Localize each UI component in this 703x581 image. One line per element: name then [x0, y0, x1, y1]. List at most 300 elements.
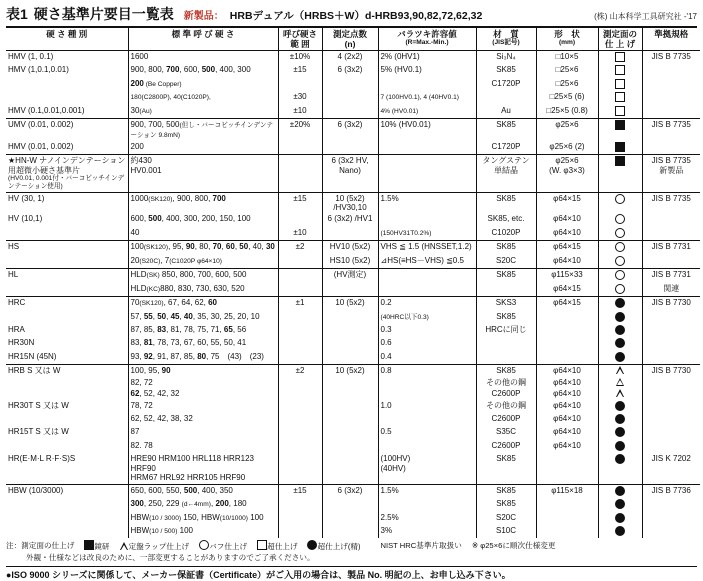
cell-jis-standard	[642, 512, 700, 525]
cell-range: ±15	[278, 192, 322, 213]
cell-points	[322, 141, 378, 155]
cell-standard-hardness: 57, 55, 50, 45, 40, 35, 30, 25, 20, 10	[128, 311, 278, 324]
cell-jis-standard	[642, 227, 700, 241]
table-row	[6, 413, 700, 426]
cell-variation	[378, 440, 476, 453]
cell-material: その他の鋼	[476, 400, 536, 413]
cell-range	[278, 388, 322, 399]
cell-shape: φ64×10	[536, 255, 598, 269]
cell-variation: 0.5	[378, 426, 476, 439]
circle-filled-mark-icon	[615, 338, 625, 348]
cell-range	[278, 440, 322, 453]
footnotes	[6, 540, 697, 581]
revision-note: 外観・仕様などは改良のために、一部変更することがありますのでご了承ください。	[26, 552, 315, 562]
cell-range: ±30	[278, 91, 322, 104]
col-header-variation-l1: バラツキ許容値	[397, 29, 457, 39]
hardness-type-label: HV (30, 1)	[8, 193, 45, 203]
cell-material	[476, 351, 536, 365]
col-header-finish-l1: 測定面の	[602, 29, 637, 39]
cell-jis-standard	[642, 311, 700, 324]
cell-finish	[598, 119, 642, 141]
hardness-type-label: HR30T S 又は W	[8, 400, 69, 410]
cell-finish	[598, 213, 642, 226]
cell-range	[278, 400, 322, 413]
cell-jis-standard: 関連	[642, 283, 700, 297]
cell-hardness-type	[6, 192, 128, 213]
cell-material: SK85	[476, 269, 536, 283]
square-outline-mark-icon	[615, 65, 625, 75]
cell-variation: 0.8	[378, 365, 476, 377]
cell-jis-standard: JIS B 7730	[642, 297, 700, 311]
cell-jis-standard: JIS B 7730	[642, 365, 700, 377]
cell-jis-standard	[642, 213, 700, 226]
col-header-shape-l2: (mm)	[558, 39, 576, 47]
cell-finish	[598, 64, 642, 77]
cell-hardness-type	[6, 311, 128, 324]
cell-finish	[598, 155, 642, 192]
cell-shape: φ64×10	[536, 413, 598, 426]
cell-hardness-type	[6, 440, 128, 453]
table-row	[6, 484, 700, 498]
cell-variation: (40HRC以下0.3)	[378, 311, 476, 324]
table-row	[6, 155, 700, 192]
table-row	[6, 119, 700, 141]
cell-finish	[598, 227, 642, 241]
triangle-mark-icon	[616, 378, 625, 386]
cell-jis-standard	[642, 324, 700, 337]
cell-hardness-type	[6, 241, 128, 255]
cell-finish	[598, 91, 642, 104]
cell-shape	[536, 498, 598, 511]
hardness-type-label: HS	[8, 242, 20, 252]
cell-material	[476, 91, 536, 104]
table-row	[6, 213, 700, 226]
cell-finish	[598, 400, 642, 413]
circle-outline-mark-icon	[615, 256, 625, 266]
cell-finish	[598, 337, 642, 350]
cell-standard-hardness: 30(Au)	[128, 105, 278, 119]
cell-standard-hardness: 1000(SK120), 900, 800, 700	[128, 192, 278, 213]
cell-range	[278, 413, 322, 426]
col-header-name: 硬 さ 種 別	[46, 29, 88, 39]
cell-variation: 1.5%	[378, 192, 476, 213]
col-header-range-l2: 範 囲	[290, 39, 310, 50]
cell-variation: 0.6	[378, 337, 476, 350]
cell-standard-hardness: HBW(10 / 3000) 150, HBW(10/1000) 100	[128, 512, 278, 525]
footer-rule	[6, 566, 697, 567]
cell-jis-standard	[642, 525, 700, 538]
square-filled-mark-icon	[615, 156, 625, 166]
cell-range	[278, 324, 322, 337]
cell-range	[278, 351, 322, 365]
table-row	[6, 388, 700, 399]
cell-range	[278, 155, 322, 192]
cell-range	[278, 255, 322, 269]
circle-outline-mark-icon	[199, 540, 209, 550]
cell-material: C1720P	[476, 78, 536, 91]
cell-variation	[378, 213, 476, 226]
circle-filled-mark-icon	[615, 312, 625, 322]
table-number: 表1	[6, 6, 28, 22]
cell-shape: □25×5 (0.8)	[536, 105, 598, 119]
cell-material: C2600P	[476, 388, 536, 399]
cell-shape: □25×6	[536, 78, 598, 91]
cell-range	[278, 512, 322, 525]
cell-finish	[598, 311, 642, 324]
cell-points	[322, 453, 378, 484]
cell-range: ±10	[278, 105, 322, 119]
table-row	[6, 453, 700, 484]
cell-material: HRCに同じ	[476, 324, 536, 337]
col-header-finish-l2: 仕 上 げ	[604, 39, 636, 50]
cell-standard-hardness: 1600	[128, 51, 278, 65]
col-header-points-l1: 測定点数	[332, 29, 367, 39]
new-product-text: HRBデュアル（HRBS＋W）d-HRB93,90,82,72,62,32	[229, 10, 483, 22]
table-row	[6, 311, 700, 324]
cell-standard-hardness: 200	[128, 141, 278, 155]
col-header-points	[322, 28, 378, 51]
cell-points	[322, 388, 378, 399]
legend-item-label: 鏡研	[94, 542, 110, 552]
cell-material: S20C	[476, 512, 536, 525]
cell-shape: φ64×10	[536, 377, 598, 388]
cell-finish	[598, 440, 642, 453]
page-header	[6, 4, 697, 24]
table-row	[6, 512, 700, 525]
cell-material: Si₃N₄	[476, 51, 536, 65]
hardness-type-label: HN-W ナノインデンテーション用超微小硬さ基準片	[8, 156, 126, 175]
cell-standard-hardness: 100(SK120), 95, 90, 80, 70, 60, 50, 40, 30	[128, 241, 278, 255]
cell-material: S35C	[476, 426, 536, 439]
square-filled-mark-icon	[615, 120, 625, 130]
table-header-row	[6, 28, 700, 51]
cell-variation: 0.4	[378, 351, 476, 365]
circle-filled-mark-icon	[615, 414, 625, 424]
cell-variation	[378, 388, 476, 399]
cell-standard-hardness: 300, 250, 229 (d←4mm), 200, 180	[128, 498, 278, 511]
cell-standard-hardness: 900, 800, 700, 600, 500, 400, 300	[128, 64, 278, 77]
cell-points: 6 (3x2)	[322, 119, 378, 141]
col-header-standard: 標 準 呼 び 硬 さ	[128, 28, 278, 51]
cell-hardness-type	[6, 269, 128, 283]
cell-points	[322, 311, 378, 324]
cell-shape: φ64×10	[536, 440, 598, 453]
table-row	[6, 105, 700, 119]
cell-standard-hardness: 82, 72	[128, 377, 278, 388]
cell-standard-hardness: 650, 600, 550, 500, 400, 350	[128, 484, 278, 498]
cell-jis-standard	[642, 64, 700, 77]
cell-shape: φ64×15	[536, 297, 598, 311]
col-header-material-l1: 材 質	[493, 29, 519, 39]
cell-points	[322, 227, 378, 241]
col-header-material-l2: (JIS記号)	[492, 39, 520, 47]
cell-points: 6 (3x2)	[322, 484, 378, 498]
cell-points: (HV測定)	[322, 269, 378, 283]
col-header-range-l1: 呼び硬さ	[282, 29, 317, 39]
company-name: (株) 山本科学工具研究社 -'17	[594, 12, 697, 21]
cell-range	[278, 525, 322, 538]
cell-shape: φ115×33	[536, 269, 598, 283]
cell-finish	[598, 498, 642, 511]
cell-hardness-type	[6, 283, 128, 297]
cell-jis-standard	[642, 388, 700, 399]
cell-range	[278, 311, 322, 324]
cell-range: ±10	[278, 227, 322, 241]
circle-outline-mark-icon	[615, 242, 625, 252]
cell-hardness-type	[6, 227, 128, 241]
table-row	[6, 498, 700, 511]
cell-jis-standard	[642, 141, 700, 155]
square-outline-mark-icon	[615, 92, 625, 102]
cell-shape: φ64×10	[536, 227, 598, 241]
cell-standard-hardness: 62, 52, 42, 32	[128, 388, 278, 399]
table-row	[6, 351, 700, 365]
cell-hardness-type	[6, 213, 128, 226]
star-icon: ★	[8, 156, 16, 166]
table-row	[6, 365, 700, 377]
hardness-type-label: HR15N (45N)	[8, 351, 57, 361]
cell-points	[322, 512, 378, 525]
cell-jis-standard	[642, 255, 700, 269]
cell-range	[278, 498, 322, 511]
cell-range	[278, 141, 322, 155]
cell-hardness-type	[6, 484, 128, 498]
triangle-mark-icon	[120, 542, 129, 550]
cell-jis-standard: JIS B 7731	[642, 241, 700, 255]
cell-points: 4 (2x2)	[322, 51, 378, 65]
circle-filled-mark-icon	[615, 427, 625, 437]
cell-standard-hardness: 100, 95, 90	[128, 365, 278, 377]
cell-material: SK85	[476, 498, 536, 511]
col-header-range	[278, 28, 322, 51]
cell-shape: φ64×15	[536, 192, 598, 213]
triangle-mark-icon	[616, 389, 625, 397]
cell-variation	[378, 155, 476, 192]
square-filled-mark-icon	[615, 142, 625, 152]
cell-shape: φ64×15	[536, 241, 598, 255]
cell-hardness-type	[6, 413, 128, 426]
cell-standard-hardness: 82. 78	[128, 440, 278, 453]
cell-standard-hardness: 62, 52, 42, 38, 32	[128, 413, 278, 426]
cell-shape: φ25×6 (2)	[536, 141, 598, 155]
jis-substandard: 新製品	[659, 165, 684, 175]
cell-shape: φ115×18	[536, 484, 598, 498]
cell-finish	[598, 484, 642, 498]
cell-finish	[598, 388, 642, 399]
cell-range	[278, 269, 322, 283]
cell-material: タングステン単結晶	[476, 155, 536, 192]
cell-points	[322, 525, 378, 538]
cell-jis-standard	[642, 377, 700, 388]
cell-hardness-type	[6, 78, 128, 91]
table-row	[6, 255, 700, 269]
cell-variation: 5% (HV0.1)	[378, 64, 476, 77]
cell-material: C1720P	[476, 141, 536, 155]
cell-finish	[598, 192, 642, 213]
cell-hardness-type	[6, 51, 128, 65]
circle-filled-mark-icon	[615, 325, 625, 335]
col-header-shape	[536, 28, 598, 51]
hardness-reference-table	[6, 28, 700, 538]
cell-finish	[598, 78, 642, 91]
circle-outline-mark-icon	[615, 270, 625, 280]
cell-variation: 3%	[378, 525, 476, 538]
cell-points	[322, 440, 378, 453]
cell-shape: φ64×10	[536, 400, 598, 413]
cell-points: 6 (3x2)	[322, 64, 378, 77]
cell-finish	[598, 105, 642, 119]
cell-shape: φ25×6 (W. φ3×3)	[536, 155, 598, 192]
circle-filled-mark-icon	[615, 454, 625, 464]
cell-shape	[536, 351, 598, 365]
cell-variation: 10% (HV0.01)	[378, 119, 476, 141]
square-filled-mark-icon	[84, 540, 94, 550]
cell-range	[278, 213, 322, 226]
cell-variation: VHS ≦ 1.5 (HNSSET,1.2)	[378, 241, 476, 255]
cell-shape	[536, 311, 598, 324]
cell-variation	[378, 498, 476, 511]
cell-standard-hardness: HRE90 HRM100 HRL118 HRR123 HRF90 HRM67 HRL92 HRR105 HRF90	[128, 453, 278, 484]
cell-variation	[378, 78, 476, 91]
hardness-type-label: HR(E·M·L R·F·S)S	[8, 454, 76, 464]
cell-hardness-type	[6, 453, 128, 484]
cell-variation: 4% (HV0.01)	[378, 105, 476, 119]
cell-points	[322, 413, 378, 426]
cell-finish	[598, 324, 642, 337]
cell-shape: φ64×10	[536, 213, 598, 226]
circle-filled-mark-icon	[615, 441, 625, 451]
hardness-type-label: HR15T S 又は W	[8, 427, 69, 437]
cell-range: ±15	[278, 64, 322, 77]
cell-variation: 0.3	[378, 324, 476, 337]
cell-hardness-type	[6, 105, 128, 119]
cell-jis-standard	[642, 337, 700, 350]
col-header-variation-l2: (R=Max.-Min.)	[405, 39, 449, 47]
cell-hardness-type	[6, 155, 128, 192]
table-row	[6, 426, 700, 439]
cell-variation: (100HV) (40HV)	[378, 453, 476, 484]
cell-hardness-type	[6, 377, 128, 388]
cell-material: C2600P	[476, 413, 536, 426]
cell-points	[322, 91, 378, 104]
cell-points	[322, 105, 378, 119]
cell-shape	[536, 525, 598, 538]
cell-material: SK85	[476, 64, 536, 77]
cell-shape	[536, 512, 598, 525]
cell-material: SKS3	[476, 297, 536, 311]
cell-hardness-type	[6, 337, 128, 350]
legend-item-label: 定盤ラップ仕上げ	[128, 542, 190, 552]
table-row	[6, 283, 700, 297]
hardness-type-label: HR30N	[8, 338, 35, 348]
cell-hardness-type	[6, 64, 128, 77]
page-title: 硬さ基準片要目一覧表	[33, 6, 174, 22]
circle-outline-mark-icon	[615, 214, 625, 224]
table-row	[6, 440, 700, 453]
cell-range: ±10%	[278, 51, 322, 65]
cell-variation: 2% (0HV1)	[378, 51, 476, 65]
cell-hardness-type	[6, 498, 128, 511]
cell-material: Au	[476, 105, 536, 119]
cell-range: ±2	[278, 241, 322, 255]
cell-range	[278, 78, 322, 91]
cell-finish	[598, 413, 642, 426]
square-outline-mark-icon	[615, 52, 625, 62]
cell-points: 10 (5x2)	[322, 297, 378, 311]
cell-standard-hardness: 93, 92, 91, 87, 85, 80, 75 (43) (23)	[128, 351, 278, 365]
cell-shape: □25×6	[536, 64, 598, 77]
iso-note: ●ISO 9000 シリーズに関係して、メーカー保証書（Certificate）がご入用の場合は、製品 No. 明記の上、お申し込み下さい。	[6, 569, 511, 580]
table-row	[6, 269, 700, 283]
cell-range: ±1	[278, 297, 322, 311]
cell-jis-standard	[642, 351, 700, 365]
cell-variation	[378, 269, 476, 283]
cell-variation: 1.0	[378, 400, 476, 413]
cell-standard-hardness: 78, 72	[128, 400, 278, 413]
circle-filled-mark-icon	[615, 513, 625, 523]
cell-hardness-type	[6, 400, 128, 413]
cell-jis-standard	[642, 440, 700, 453]
circle-filled-mark-icon	[615, 401, 625, 411]
triangle-mark-icon	[616, 366, 625, 374]
cell-finish	[598, 51, 642, 65]
cell-hardness-type	[6, 512, 128, 525]
hardness-type-label: HMV (1, 0.1)	[8, 52, 54, 62]
col-header-jis: 準拠規格	[642, 28, 700, 51]
cell-jis-standard	[642, 105, 700, 119]
hardness-type-label: HMV (1,0.1,0.01)	[8, 65, 69, 75]
cell-standard-hardness: 900, 700, 500(但し・バーコビッチインデンテーション 9.8mN)	[128, 119, 278, 141]
cell-shape: φ64×10	[536, 426, 598, 439]
cell-jis-standard	[642, 400, 700, 413]
cell-material: S10C	[476, 525, 536, 538]
cell-shape: φ25×6	[536, 119, 598, 141]
hardness-type-label: UMV (0.01, 0.002)	[8, 120, 74, 130]
cell-points: 6 (3x2 HV, Nano)	[322, 155, 378, 192]
cell-variation	[378, 377, 476, 388]
cell-points	[322, 283, 378, 297]
table-row	[6, 227, 700, 241]
table-row	[6, 337, 700, 350]
new-product-label: 新製品：	[183, 11, 224, 22]
cell-hardness-type	[6, 351, 128, 365]
cell-shape: □10×5	[536, 51, 598, 65]
cell-range: ±2	[278, 365, 322, 377]
cell-standard-hardness: HLD(KC)880, 830, 730, 630, 520	[128, 283, 278, 297]
cell-material: SK85	[476, 192, 536, 213]
table-row	[6, 241, 700, 255]
cell-finish	[598, 512, 642, 525]
cell-jis-standard	[642, 426, 700, 439]
table-row	[6, 78, 700, 91]
cell-hardness-type	[6, 324, 128, 337]
cell-material: S20C	[476, 255, 536, 269]
circle-filled-mark-icon	[615, 298, 625, 308]
cell-standard-hardness: 87	[128, 426, 278, 439]
col-header-shape-l1: 形 状	[554, 29, 580, 39]
cell-points	[322, 377, 378, 388]
cell-finish	[598, 525, 642, 538]
cell-points	[322, 351, 378, 365]
cell-finish	[598, 141, 642, 155]
circle-filled-mark-icon	[615, 352, 625, 362]
circle-filled-mark-icon	[615, 526, 625, 536]
circle-outline-mark-icon	[615, 284, 625, 294]
cell-standard-hardness: 87, 85, 83, 81, 78, 75, 71, 65, 56	[128, 324, 278, 337]
cell-material	[476, 337, 536, 350]
table-row	[6, 192, 700, 213]
cell-finish	[598, 241, 642, 255]
